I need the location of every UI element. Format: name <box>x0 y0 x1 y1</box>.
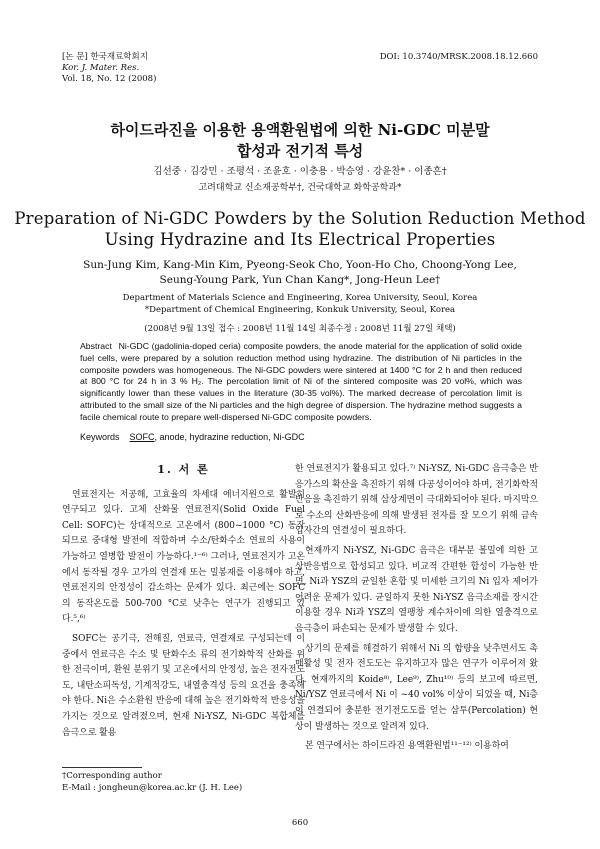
keywords-label: Keywords <box>80 432 120 442</box>
english-affiliation <box>0 292 600 316</box>
korean-affiliation: 고려대학교 신소재공학부†, 건국대학교 화학공학과* <box>198 183 402 193</box>
body-column-right <box>295 462 538 755</box>
english-title-line-1: Preparation of Ni-GDC Powders by the Solution Reduction Method <box>14 209 586 228</box>
body-paragraph: SOFC는 공기극, 전해질, 연료극, 연결재로 구성되는데 이 중에서 연료극은 수소 및 탄화수소 류의 전기화학적 산화를 위한 전극이며, 환원 분위기 및 고온에서의 안정성, 높은 전자전도도, 내탄소피독성, 기계적강도, 내열충격성 등의 요건을 충족해야 한다. Ni은 수소환원 반응에 대해 높은 전기화학적 반응성을 가지는 것으로 알려졌으며, 현재 Ni-YSZ, Ni-GDC 복합체를 음극으로 활용 <box>62 633 305 738</box>
korean-title <box>0 120 600 162</box>
body-paragraph: 본 연구에서는 하이드라진 용액환원법¹¹⁻¹²⁾ 이용하여 <box>305 741 509 752</box>
body-paragraph: 현재까지 Ni-YSZ, Ni-GDC 음극은 대부분 볼밀에 의한 고상반응법으로 합성되고 있다. 비교적 간편한 합성이 가능한 반면, Ni과 YSZ의 균일한 혼합 및 미세한 크기의 Ni 입자 제어가 어려운 문제가 있다. 균일하지 못한 Ni-YSZ 음극소재를 장시간 이용할 경우 Ni과 YSZ의 열팽창 계수차이에 의한 열충격으로 음극층이 파손되는 문제가 발생할 수 있다. <box>295 545 538 634</box>
journal-volume: Vol. 18, No. 12 (2008) <box>62 74 157 84</box>
abstract <box>80 341 522 424</box>
keywords-rest: , anode, hydrazine reduction, Ni-GDC <box>154 432 305 442</box>
abstract-text: Ni-GDC (gadolinia-doped ceria) composite powders, the anode material for the application of solid oxide fuel cells, were prepared by a solution reduction method using hydrazine. The distribution of Ni particles in the composite powders was homogeneous. The Ni-GDC powders were sintered at 1400 °C for 2 h and then reduced at 800 °C for 24 h in 3 % H₂. The percolation limit of Ni of the sintered composite was 20 vol%, which was significantly lower than these values in the literature (30-35 vol%). The marked decrease of percolation limit is attributed to the small size of the Ni particles and the high degree of dispersion. The hydrazine method suggests a facile chemical route to prepare well-dispersed Ni-GDC composite powders. <box>80 341 522 422</box>
journal-header <box>62 52 156 85</box>
english-authors-line-1: Sun-Jung Kim, Kang-Min Kim, Pyeong-Seok Cho, Yoon-Ho Cho, Choong-Yong Lee, <box>83 259 517 271</box>
body-paragraph: 연료전지는 저공해, 고효율의 차세대 에너지원으로 활발히 연구되고 있다. 고체 산화물 연료전지(Solid Oxide Fuel Cell: SOFC)는 상대적으로 고온에서 (800~1000 °C) 동작되므로 중대형 발전에 적합하며 수소/탄화수소 연료의 사용이 가능하고 열병합 발전이 가능하다.¹⁻⁶⁾ 그러나, 연료전지가 고온에서 동작될 경우 고가의 연결재 또는 밀봉재를 이용해야 하고, 연료전지의 안정성이 감소하는 문제가 있다. 최근에는 SOFC의 동작온도를 500-700 °C로 낮추는 연구가 진행되고 있다.⁵,⁶⁾ <box>62 489 305 625</box>
corresponding-author: †Corresponding author <box>62 771 162 781</box>
body-column-left <box>62 462 305 741</box>
journal-name-kr: [논 문] 한국재료학회지 <box>62 52 148 62</box>
korean-title-line-1: 하이드라진을 이용한 용액환원법에 의한 Ni-GDC 미분말 <box>110 121 490 139</box>
english-authors <box>0 258 600 288</box>
english-affiliation-line-2: *Department of Chemical Engineering, Konkuk University, Seoul, Korea <box>144 305 456 315</box>
korean-title-line-2: 합성과 전기적 특성 <box>236 142 364 160</box>
doi: DOI: 10.3740/MRSK.2008.18.12.660 <box>379 52 538 62</box>
footnote <box>62 770 242 794</box>
korean-authors: 김선중 · 김강민 · 조평석 · 조윤호 · 이충용 · 박승영 · 강윤찬* · 이종흔† <box>153 166 447 177</box>
keywords <box>80 432 305 442</box>
english-title-line-2: Using Hydrazine and Its Electrical Properties <box>104 230 496 249</box>
footnote-divider <box>62 767 142 768</box>
journal-abbrev: Kor. J. Mater. Res. <box>62 63 140 73</box>
body-paragraph: 상기의 문제를 해결하기 위해서 Ni 의 함량을 낮추면서도 촉매활성 및 전자 전도도는 유지하고자 많은 연구가 이루어져 왔다. 현재까지의 Koide⁸⁾, Lee⁹⁾, Zhu¹⁰⁾ 등의 보고에 따르면, Ni/YSZ 연료극에서 Ni 이 ~40 vol% 이상이 되었을 때, Ni층이 연결되어 충분한 전기전도도를 얻는 삼투(Percolation) 현상이 발생하는 것으로 알려져 있다. <box>295 643 538 732</box>
page-number: 660 <box>291 818 309 828</box>
keyword-sofc: SOFC <box>129 432 155 442</box>
english-title <box>0 208 600 250</box>
body-paragraph: 한 연료전지가 활용되고 있다.⁷⁾ Ni-YSZ, Ni-GDC 음극층은 반응가스의 확산을 촉진하기 위해 다공성이어야 하며, 전기화학적 반응을 촉진하기 위해 삼상계면이 극대화되어야 된다. 마지막으로 수소의 산화반응에 의해 발생된 전자를 잘 모으기 위해 금속입자간의 연결성이 필요하다. <box>295 464 538 537</box>
submission-dates: (2008년 9월 13일 접수 : 2008년 11월 14일 최종수정 : 2008년 11월 27일 채택) <box>144 324 456 334</box>
english-affiliation-line-1: Department of Materials Science and Engineering, Korea University, Seoul, Korea <box>122 293 478 303</box>
english-authors-line-2: Seung-Young Park, Yun Chan Kang*, Jong-Heun Lee† <box>159 274 441 286</box>
abstract-label: Abstract <box>80 341 112 351</box>
section-heading: 1. 서 론 <box>157 463 210 476</box>
corresponding-email: E-Mail : jongheun@korea.ac.kr (J. H. Lee) <box>62 783 243 793</box>
